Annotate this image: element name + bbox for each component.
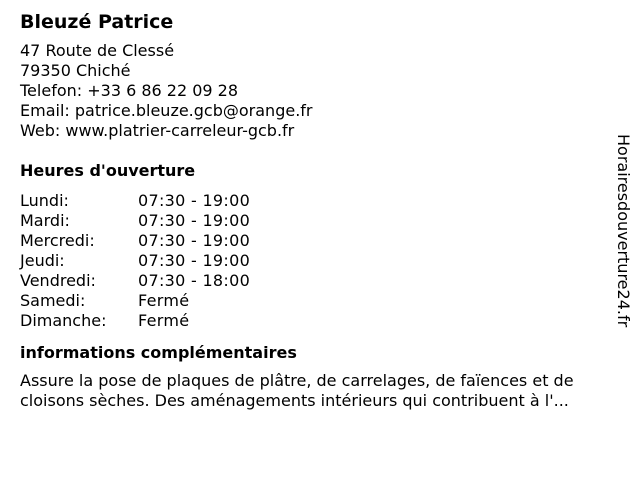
phone-line: Telefon: +33 6 86 22 09 28 (20, 81, 239, 100)
hours-row-tuesday (20, 211, 620, 231)
day-label: Jeudi: (20, 251, 65, 270)
time-value: Fermé (138, 291, 190, 310)
day-label: Mercredi: (20, 231, 95, 250)
time-value: 07:30 - 19:00 (138, 251, 251, 270)
day-label: Vendredi: (20, 271, 96, 290)
time-value: Fermé (138, 311, 190, 330)
city-postcode: 79350 Chiché (20, 61, 131, 80)
hours-row-sunday (20, 311, 620, 331)
hours-row-friday (20, 271, 620, 291)
time-value: 07:30 - 19:00 (138, 231, 251, 250)
business-card (20, 10, 620, 411)
side-brand-watermark: Horairesdouverture24.fr (614, 134, 633, 328)
info-heading: informations complémentaires (20, 343, 297, 362)
website-line: Web: www.platrier-carreleur-gcb.fr (20, 121, 295, 140)
day-label: Mardi: (20, 211, 70, 230)
hours-heading: Heures d'ouverture (20, 161, 196, 180)
time-value: 07:30 - 19:00 (138, 211, 251, 230)
hours-row-monday (20, 191, 620, 211)
hours-row-wednesday (20, 231, 620, 251)
info-description: Assure la pose de plaques de plâtre, de carrelages, de faïences et de cloisons sèches. Des aménagements intérieurs qui contribuent à l'... (20, 371, 574, 410)
street-address: 47 Route de Clessé (20, 41, 175, 60)
business-name: Bleuzé Patrice (20, 11, 174, 33)
day-label: Lundi: (20, 191, 69, 210)
hours-table (20, 191, 620, 331)
day-label: Samedi: (20, 291, 86, 310)
hours-row-thursday (20, 251, 620, 271)
address-block (20, 41, 620, 141)
time-value: 07:30 - 19:00 (138, 191, 251, 210)
hours-row-saturday (20, 291, 620, 311)
email-line: Email: patrice.bleuze.gcb@orange.fr (20, 101, 313, 120)
day-label: Dimanche: (20, 311, 107, 330)
time-value: 07:30 - 18:00 (138, 271, 251, 290)
